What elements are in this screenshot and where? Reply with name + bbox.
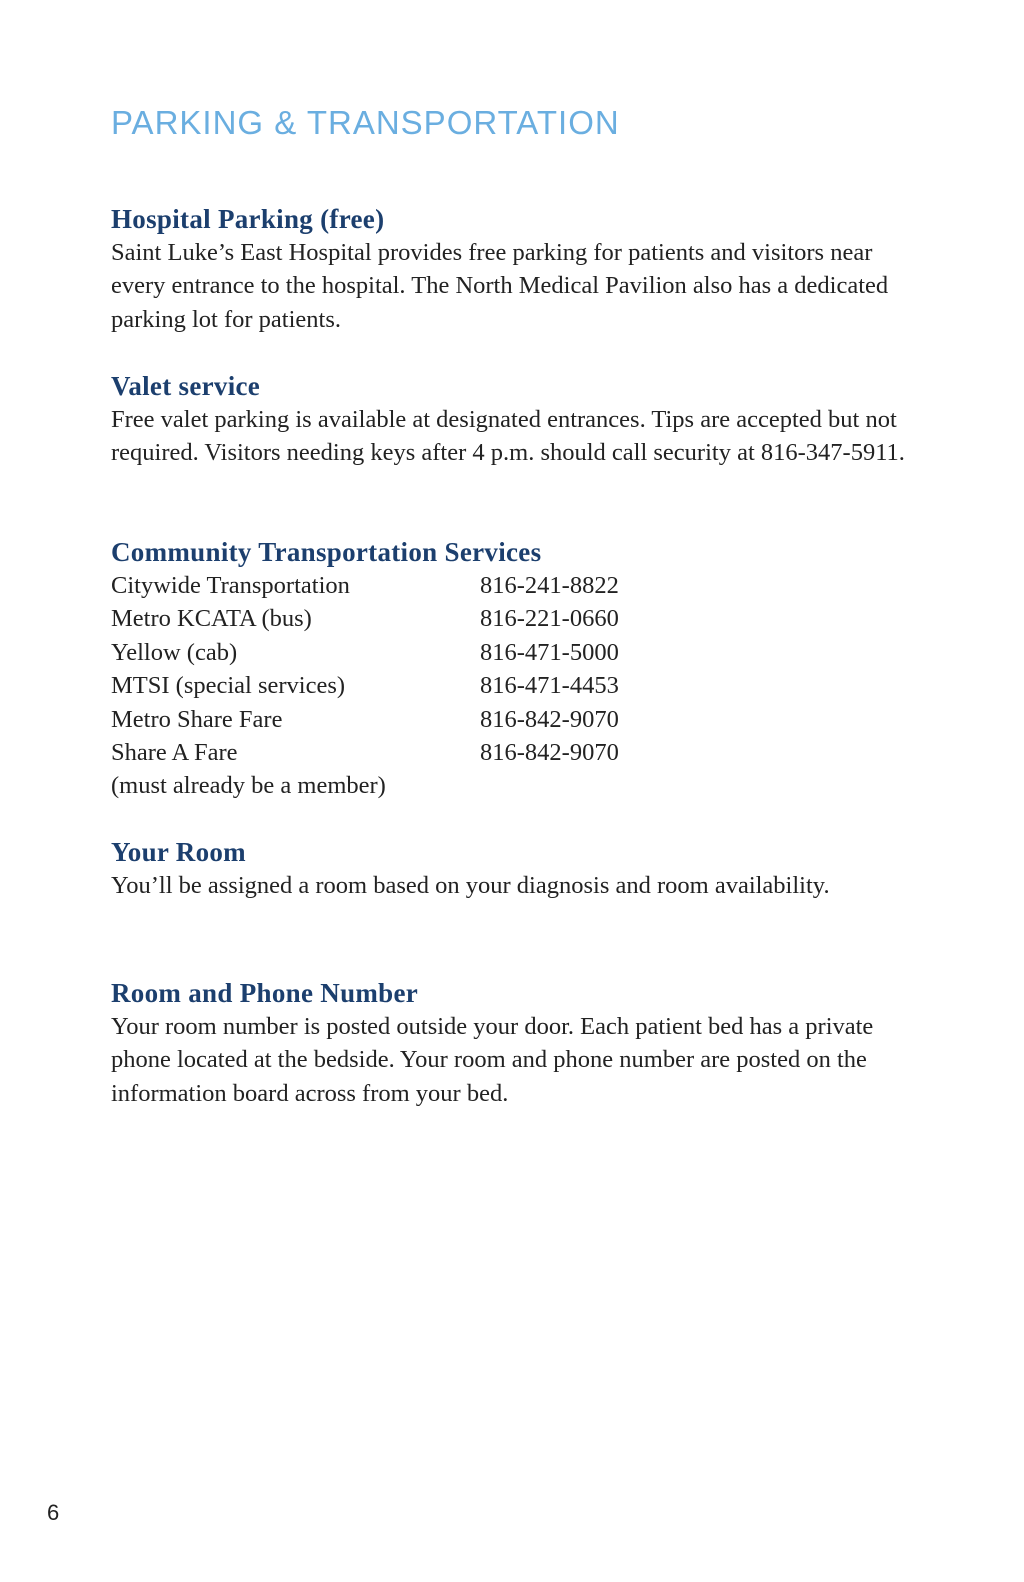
hospital-parking-section: [111, 202, 911, 336]
contact-row: [111, 669, 911, 702]
your-room-section: [111, 835, 911, 902]
contact-phone: 816-221-0660: [480, 605, 619, 633]
contact-name: Metro Share Fare: [111, 705, 283, 733]
contact-phone: 816-471-4453: [480, 672, 619, 700]
community-transportation-heading: Community Transportation Services: [111, 537, 542, 567]
contact-name: Metro KCATA (bus): [111, 605, 312, 633]
hospital-parking-body: Saint Luke’s East Hospital provides free parking for patients and visitors near every entrance to the hospital. The North Medical Pavilion also has a dedicated parking lot for patients.: [111, 239, 889, 333]
contact-phone: 816-842-9070: [480, 705, 619, 733]
hospital-parking-heading: Hospital Parking (free): [111, 204, 385, 234]
page-number: 6: [47, 1500, 60, 1525]
valet-service-section: [111, 369, 911, 470]
your-room-body: You’ll be assigned a room based on your diagnosis and room availability.: [111, 872, 830, 899]
room-phone-section: [111, 976, 911, 1110]
room-phone-heading: Room and Phone Number: [111, 978, 419, 1008]
contact-row: [111, 636, 911, 669]
contact-row: [111, 703, 911, 736]
valet-service-body: Free valet parking is available at designated entrances. Tips are accepted but not required. Visitors needing keys after 4 p.m. should call security at 816-347-5911.: [111, 406, 905, 467]
contact-row: [111, 569, 911, 602]
membership-note: (must already be a member): [111, 772, 386, 800]
transportation-contact-list: [111, 569, 911, 769]
contact-name: MTSI (special services): [111, 672, 346, 700]
contact-name: Yellow (cab): [111, 638, 238, 666]
contact-name: Citywide Transportation: [111, 572, 350, 599]
page-title: PARKING & TRANSPORTATION: [111, 104, 620, 141]
contact-name: Share A Fare: [111, 738, 238, 766]
contact-phone: 816-241-8822: [480, 572, 619, 599]
contact-phone: 816-471-5000: [480, 638, 619, 666]
your-room-heading: Your Room: [111, 837, 246, 867]
community-transportation-section: [111, 535, 911, 803]
contact-row: [111, 602, 911, 635]
room-phone-body: Your room number is posted outside your door. Each patient bed has a private phone located at the bedside. Your room and phone number are posted on the information board across from your bed.: [111, 1013, 874, 1107]
contact-phone: 816-842-9070: [480, 738, 619, 766]
contact-row: [111, 736, 911, 769]
valet-service-heading: Valet service: [111, 371, 261, 401]
